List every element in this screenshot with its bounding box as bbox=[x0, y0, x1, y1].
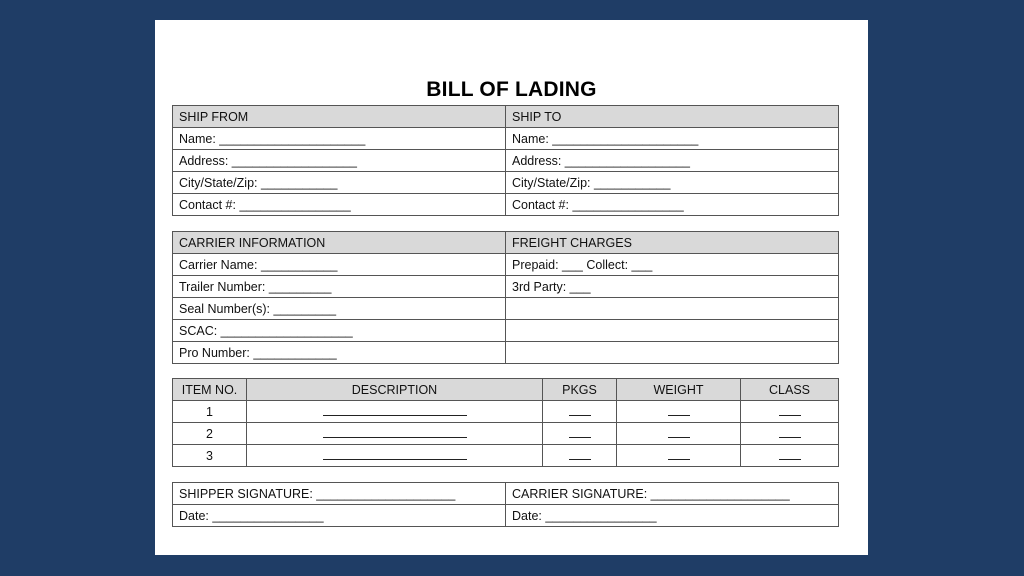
seal-number-field[interactable]: Seal Number(s): _________ bbox=[173, 298, 506, 320]
freight-empty-cell bbox=[506, 342, 839, 364]
shipper-signature-field[interactable]: SHIPPER SIGNATURE: ____________________ bbox=[173, 483, 506, 505]
third-party-field[interactable]: 3rd Party: ___ bbox=[506, 276, 839, 298]
carrier-table bbox=[172, 231, 839, 364]
ship-from-contact-field[interactable]: Contact #: ________________ bbox=[173, 194, 506, 216]
carrier-signature-field[interactable]: CARRIER SIGNATURE: ____________________ bbox=[506, 483, 839, 505]
pro-number-field[interactable]: Pro Number: ____________ bbox=[173, 342, 506, 364]
weight-header: WEIGHT bbox=[617, 379, 741, 401]
carrier-date-field[interactable]: Date: ________________ bbox=[506, 505, 839, 527]
ship-to-header: SHIP TO bbox=[506, 106, 839, 128]
item-number: 3 bbox=[173, 445, 247, 467]
table-row bbox=[173, 445, 839, 467]
shipper-date-field[interactable]: Date: ________________ bbox=[173, 505, 506, 527]
blank-line bbox=[323, 427, 467, 438]
items-header-row bbox=[173, 379, 839, 401]
blank-line bbox=[569, 427, 591, 438]
pkgs-header: PKGS bbox=[543, 379, 617, 401]
description-header: DESCRIPTION bbox=[247, 379, 543, 401]
ship-table bbox=[172, 105, 839, 216]
description-field[interactable] bbox=[247, 401, 543, 423]
class-header: CLASS bbox=[741, 379, 839, 401]
blank-line bbox=[569, 449, 591, 460]
ship-from-city-field[interactable]: City/State/Zip: ___________ bbox=[173, 172, 506, 194]
class-field[interactable] bbox=[741, 423, 839, 445]
ship-row bbox=[173, 128, 839, 150]
prepaid-collect-field[interactable]: Prepaid: ___ Collect: ___ bbox=[506, 254, 839, 276]
carrier-row bbox=[173, 298, 839, 320]
items-table bbox=[172, 378, 839, 467]
item-number: 1 bbox=[173, 401, 247, 423]
date-row bbox=[173, 505, 839, 527]
ship-row bbox=[173, 150, 839, 172]
bill-of-lading-form bbox=[155, 20, 868, 555]
carrier-row bbox=[173, 276, 839, 298]
pkgs-field[interactable] bbox=[543, 401, 617, 423]
blank-line bbox=[323, 449, 467, 460]
freight-empty-cell bbox=[506, 320, 839, 342]
weight-field[interactable] bbox=[617, 445, 741, 467]
freight-empty-cell bbox=[506, 298, 839, 320]
ship-row bbox=[173, 194, 839, 216]
blank-line bbox=[668, 449, 690, 460]
blank-line bbox=[668, 427, 690, 438]
ship-to-city-field[interactable]: City/State/Zip: ___________ bbox=[506, 172, 839, 194]
blank-line bbox=[323, 405, 467, 416]
ship-header-row bbox=[173, 106, 839, 128]
table-row bbox=[173, 423, 839, 445]
scac-field[interactable]: SCAC: ___________________ bbox=[173, 320, 506, 342]
pkgs-field[interactable] bbox=[543, 445, 617, 467]
ship-to-name-field[interactable]: Name: _____________________ bbox=[506, 128, 839, 150]
blank-line bbox=[569, 405, 591, 416]
class-field[interactable] bbox=[741, 445, 839, 467]
ship-from-name-field[interactable]: Name: _____________________ bbox=[173, 128, 506, 150]
table-row bbox=[173, 401, 839, 423]
blank-line bbox=[668, 405, 690, 416]
weight-field[interactable] bbox=[617, 401, 741, 423]
trailer-number-field[interactable]: Trailer Number: _________ bbox=[173, 276, 506, 298]
form-title: BILL OF LADING bbox=[426, 78, 597, 101]
ship-from-address-field[interactable]: Address: __________________ bbox=[173, 150, 506, 172]
item-number: 2 bbox=[173, 423, 247, 445]
item-no-header: ITEM NO. bbox=[173, 379, 247, 401]
carrier-name-field[interactable]: Carrier Name: ___________ bbox=[173, 254, 506, 276]
pkgs-field[interactable] bbox=[543, 423, 617, 445]
blank-line bbox=[779, 405, 801, 416]
carrier-header-row bbox=[173, 232, 839, 254]
ship-from-header: SHIP FROM bbox=[173, 106, 506, 128]
carrier-info-header: CARRIER INFORMATION bbox=[173, 232, 506, 254]
ship-to-contact-field[interactable]: Contact #: ________________ bbox=[506, 194, 839, 216]
freight-charges-header: FREIGHT CHARGES bbox=[506, 232, 839, 254]
description-field[interactable] bbox=[247, 445, 543, 467]
class-field[interactable] bbox=[741, 401, 839, 423]
weight-field[interactable] bbox=[617, 423, 741, 445]
carrier-row bbox=[173, 254, 839, 276]
description-field[interactable] bbox=[247, 423, 543, 445]
carrier-row bbox=[173, 320, 839, 342]
signature-table bbox=[172, 482, 839, 527]
carrier-row bbox=[173, 342, 839, 364]
signature-row bbox=[173, 483, 839, 505]
blank-line bbox=[779, 449, 801, 460]
ship-to-address-field[interactable]: Address: __________________ bbox=[506, 150, 839, 172]
ship-row bbox=[173, 172, 839, 194]
blank-line bbox=[779, 427, 801, 438]
